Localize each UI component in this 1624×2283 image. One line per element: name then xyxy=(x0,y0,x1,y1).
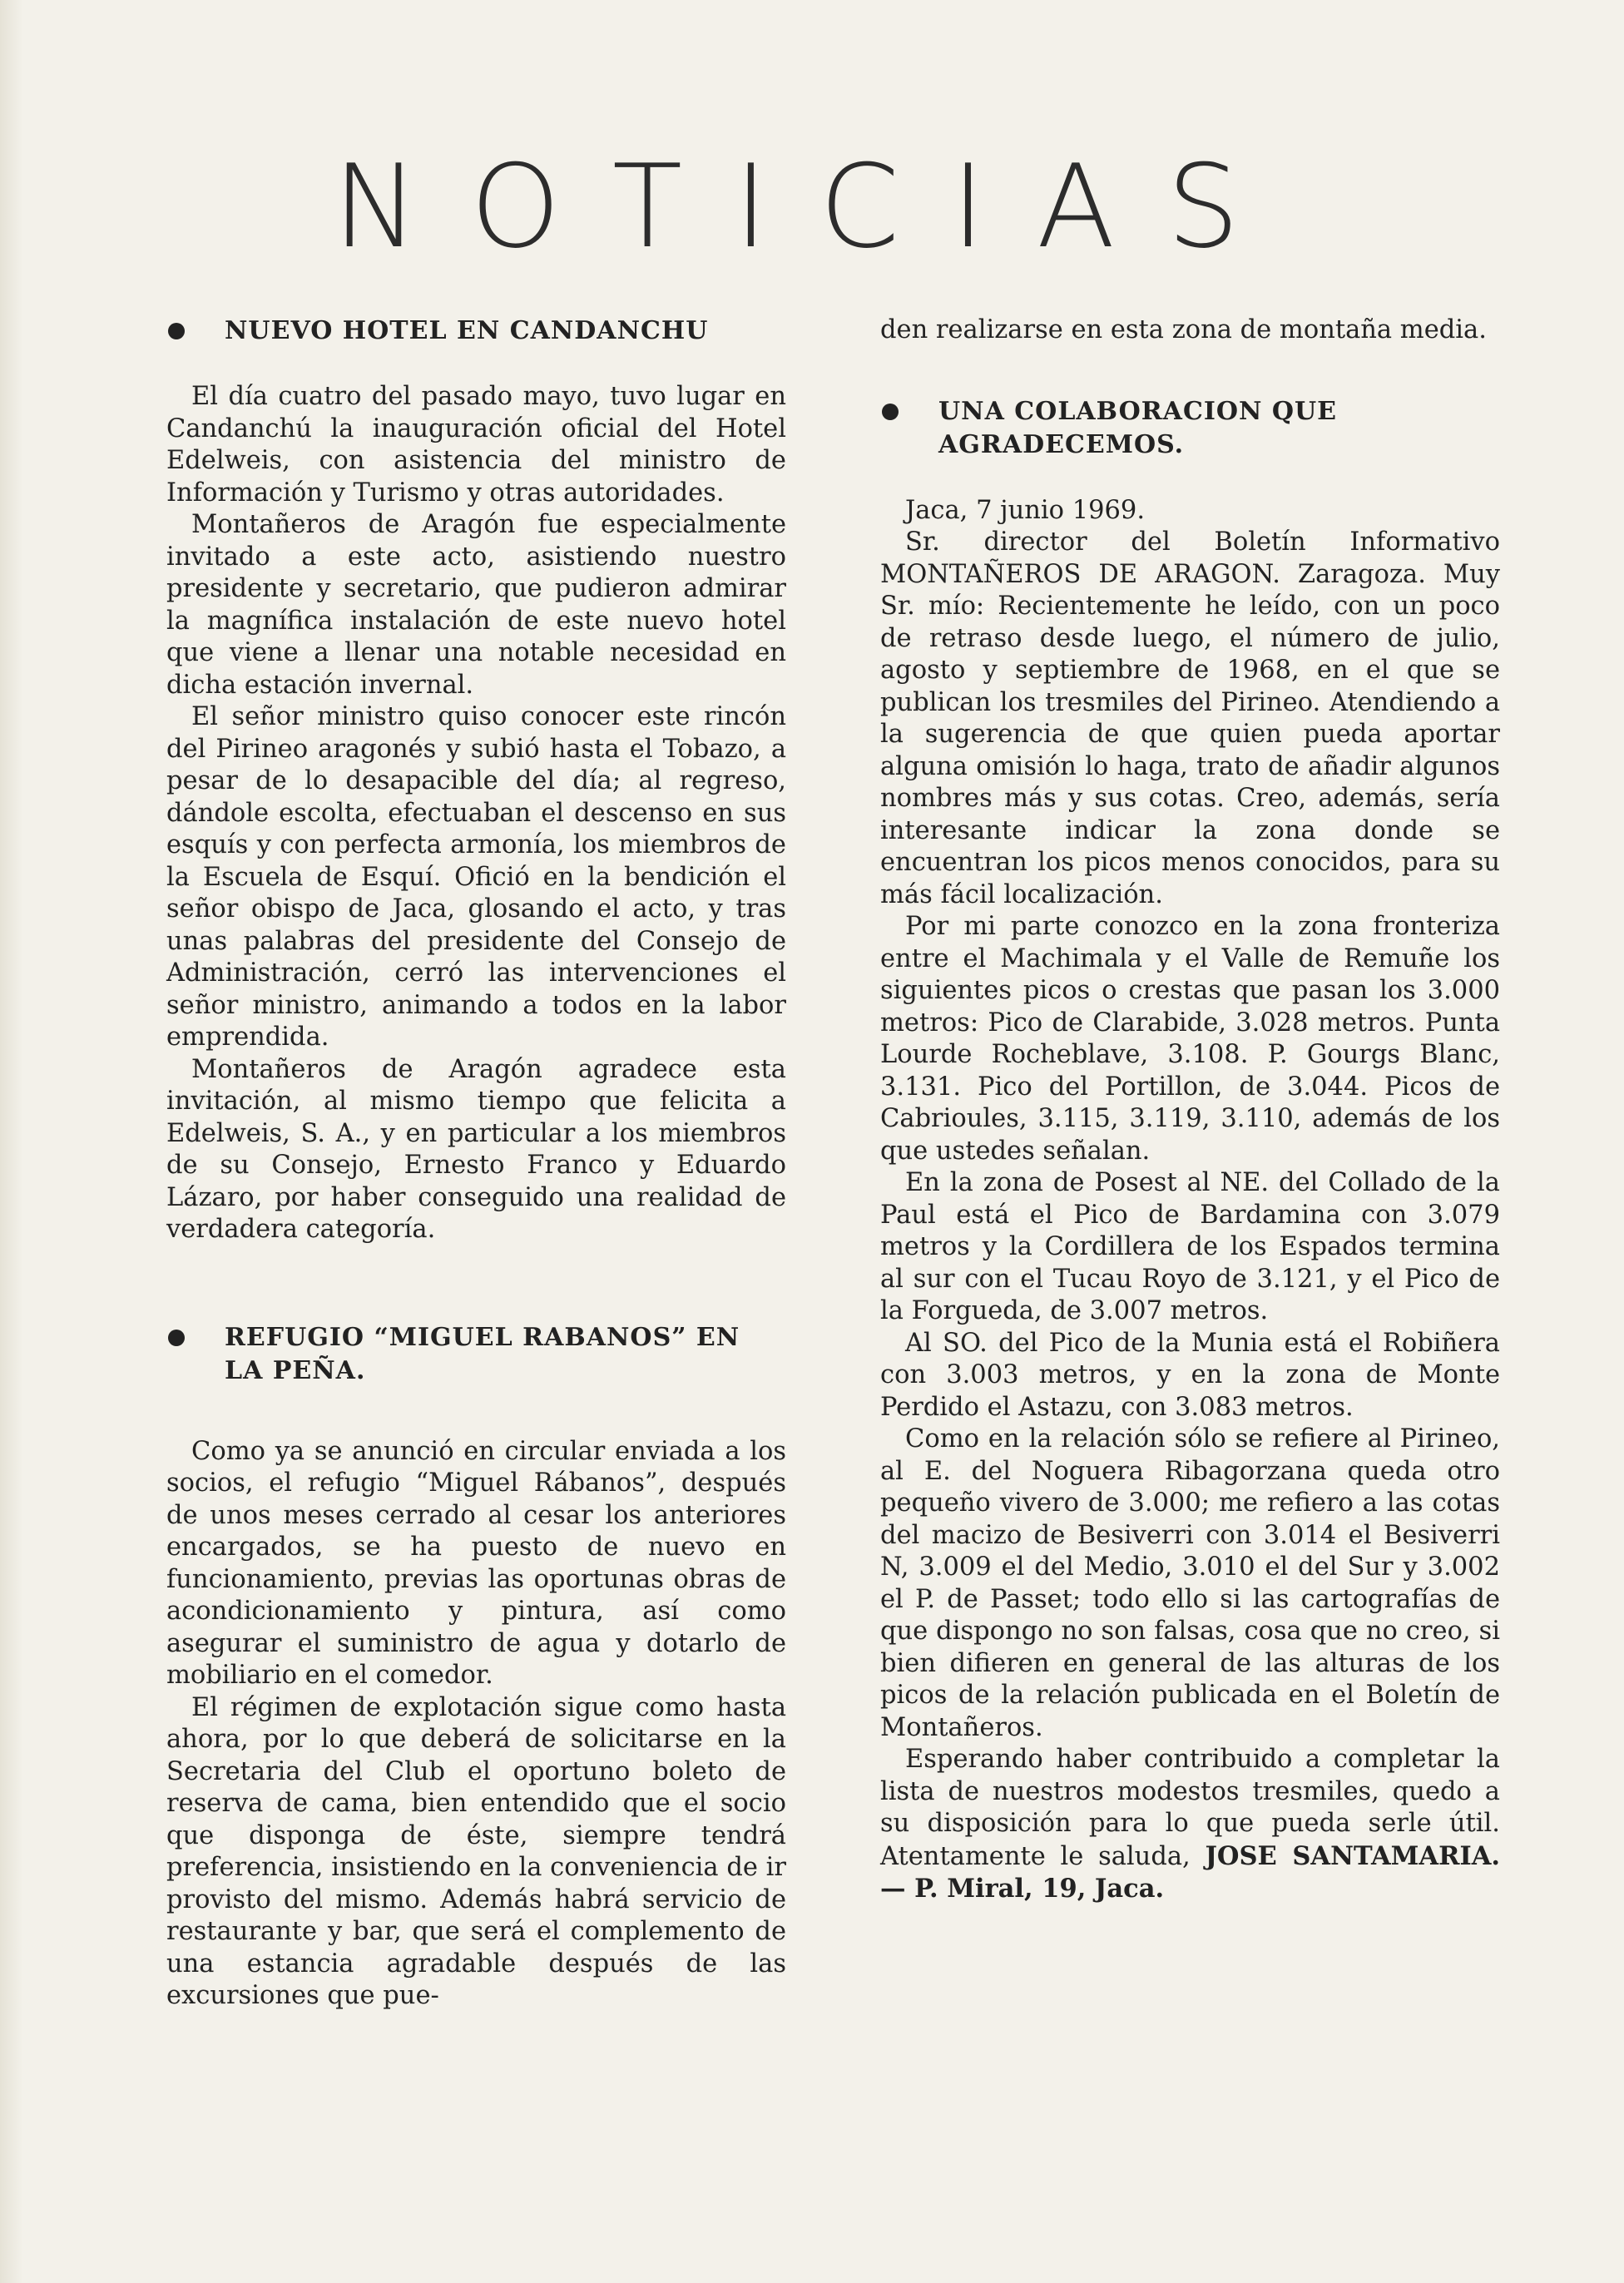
right-column xyxy=(880,314,1500,1906)
letter-paragraph: Al SO. del Pico de la Munia está el Robiñera con 3.003 metros, y en la zona de Monte Perdido el Astazu, con 3.083 metros. xyxy=(880,1328,1500,1422)
letter-paragraph: Sr. director del Boletín Informativo MONTAÑEROS DE ARAGON. Zaragoza. Muy Sr. mío: Recientemente he leído, con un poco de retraso desde luego, el número de julio, agosto y septiembre de 1968, en el que se publican los tresmiles del Pirineo. Atendiendo a la sugerencia de que quien pueda aportar alguna omisión lo haga, trato de añadir algunos nombres más y sus cotas. Creo, además, sería interesante indicar la zona donde se encuentran los picos menos conocidos, para su más fácil localización. xyxy=(880,527,1500,909)
left-column xyxy=(166,314,786,2013)
refugio-paragraph: El régimen de explotación sigue como hasta ahora, por lo que deberá de solicitarse en la Secretaria del Club el oportuno boleto de reserva de cama, bien entendido que el socio que disponga de éste, siempre tendrá preferencia, insistiendo en la conveniencia de ir provisto del mismo. Además habrá servicio de restaurante y bar, que será el complemento de una estancia agradable después de las excursiones que pue- xyxy=(166,1692,786,2010)
hotel-paragraph: El día cuatro del pasado mayo, tuvo lugar en Candanchú la inauguración oficial del Hotel Edelweis, con asistencia del ministro de Información y Turismo y otras autoridades. xyxy=(166,382,786,508)
continuation-text: den realizarse en esta zona de montaña media. xyxy=(880,315,1487,344)
hotel-paragraph: Montañeros de Aragón fue especialmente invitado a este acto, asistiendo nuestro presidente y secretario, que pudieron admirar la magnífica instalación de este nuevo hotel que viene a llenar una notable necesidad en dicha estación invernal. xyxy=(166,510,786,700)
letter-signature: JOSE SANTAMARIA. — P. Miral, 19, Jaca. xyxy=(880,1840,1500,1904)
letter-paragraph: Por mi parte conozco en la zona fronteriza entre el Machimala y el Valle de Remuñe los siguientes picos o crestas que pasan los 3.000 metros: Pico de Clarabide, 3.028 metros. Punta Lourde Rocheblave, 3.108. P. Gourgs Blanc, 3.131. Pico del Portillon, de 3.044. Picos de Cabrioules, 3.115, 3.119, 3.110, además de los que ustedes señalan. xyxy=(880,912,1500,1166)
letter-paragraph: En la zona de Posest al NE. del Collado de la Paul está el Pico de Bardamina con 3.079 metros y la Cordillera de los Espados termina al sur con el Tucau Royo de 3.121, y el Pico de la Forgueda, de 3.007 metros. xyxy=(880,1168,1500,1325)
hotel-heading-text: NUEVO HOTEL EN CANDANCHU xyxy=(225,316,709,345)
letter-closing xyxy=(880,1744,1500,1906)
letter-closing-text: Esperando haber contribuido a completar la lista de nuestros modestos tresmiles, quedo a su disposición para lo que pueda serle útil. Atentamente le saluda, xyxy=(880,1745,1500,1871)
colaboracion-heading xyxy=(880,395,1500,462)
bullet-icon xyxy=(882,404,899,420)
hotel-heading xyxy=(166,314,786,348)
hotel-paragraph: El señor ministro quiso conocer este rincón del Pirineo aragonés y subió hasta el Tobazo, a pesar de lo desapacible del día; al regreso, dándole escolta, efectuaban el descenso en sus esquís y con perfecta armonía, los miembros de la Escuela de Esquí. Ofició en la bendición el señor obispo de Jaca, glosando el acto, y tras unas palabras del presidente del Consejo de Administración, cerró las intervenciones el señor ministro, animando a todos en la labor emprendida. xyxy=(166,702,786,1052)
colaboracion-heading-text: UNA COLABORACION QUE AGRADECEMOS. xyxy=(938,396,1338,459)
refugio-paragraph: Como ya se anunció en circular enviada a los socios, el refugio “Miguel Rábanos”, después de unos meses cerrado al cesar los anteriores encargados, se ha puesto de nuevo en funcionamiento, previas las oportunas obras de acondicionamiento y pintura, así como asegurar el suministro de agua y dotarlo de mobiliario en el comedor. xyxy=(166,1436,786,1690)
page-edge xyxy=(0,0,23,2283)
refugio-heading-text: REFUGIO “MIGUEL RABANOS” EN LA PEÑA. xyxy=(225,1322,740,1385)
letter-paragraph: Como en la relación sólo se refiere al Pirineo, al E. del Noguera Ribagorzana queda otro pequeño vivero de 3.000; me refiero a las cotas del macizo de Besiverri con 3.014 el Besiverri N, 3.009 el del Medio, 3.010 el del Sur y 3.002 el P. de Passet; todo ello si las cartografías de que dispongo no son falsas, cosa que no creo, si bien difieren en general de las alturas de los picos de la relación publicada en el Boletín de Montañeros. xyxy=(880,1424,1500,1742)
bullet-icon xyxy=(168,323,185,339)
letter-date: Jaca, 7 junio 1969. xyxy=(905,495,1146,525)
bullet-icon xyxy=(168,1330,185,1346)
page-title: NOTICIAS xyxy=(333,140,1291,274)
refugio-heading xyxy=(166,1321,786,1388)
hotel-paragraph: Montañeros de Aragón agradece esta invitación, al mismo tiempo que felicita a Edelweis, S. A., y en particular a los miembros de su Consejo, Ernesto Franco y Eduardo Lázaro, por haber conseguido una realidad de verdadera categoría. xyxy=(166,1054,786,1244)
